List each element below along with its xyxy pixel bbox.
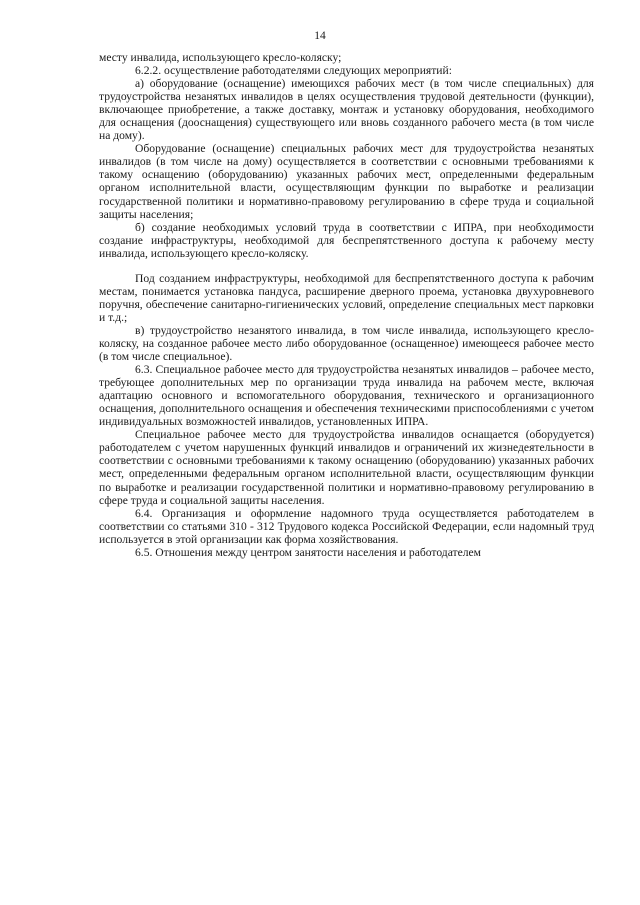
paragraph-6-3: 6.3. Специальное рабочее место для трудоустройства незанятых инвалидов – рабочее место, требующее дополнительных мер по организации труда инвалида на рабочем месте, включая адаптацию основного и вспомогательного оборудования, технического и организационного оснащения, дополнительного оснащения и обеспечения техническими приспособлениями с учетом индивидуальных возможностей инвалидов, установленных ИПРА. — [99, 363, 594, 429]
paragraph-equipment-requirements: Оборудование (оснащение) специальных рабочих мест для трудоустройства незанятых инвалидов (в том числе на дому) осуществляется в соответствии с основными требованиями к такому оснащению (оборудованию) указанных рабочих мест, определенными федеральным органом исполнительной власти, осуществляющим функции по выработке и реализации государственной политики и нормативно-правовому регулированию в сфере труда и социальной защиты населения; — [99, 142, 594, 221]
paragraph-6-5: 6.5. Отношения между центром занятости населения и работодателем — [135, 545, 482, 559]
paragraph-6-2-2: 6.2.2. осуществление работодателями следующих мероприятий: — [135, 64, 452, 78]
paragraph-infrastructure: Под созданием инфраструктуры, необходимой для беспрепятственного доступа к рабочим местам, понимается установка пандуса, расширение дверного проема, установка двухуровневого поручня, обеспечение санитарно-гигиенических условий, определение специальных мест парковки и т.д.; — [99, 271, 594, 324]
paragraph-6-4: 6.4. Организация и оформление надомного труда осуществляется работодателем в соответствии со статьями 310 - 312 Трудового кодекса Российской Федерации, если надомный труд используется в этой организации как форма хозяйствования. — [99, 506, 594, 546]
paragraph-item-b: б) создание необходимых условий труда в соответствии с ИПРА, при необходимости создание инфраструктуры, необходимой для беспрепятственного доступа к рабочему месту инвалида, использующего кресло-коляску. — [99, 220, 594, 260]
paragraph-item-a: а) оборудование (оснащение) имеющихся рабочих мест (в том числе специальных) для трудоустройства незанятых инвалидов в целях осуществления трудовой деятельности (функции), включающее приобретение, а также доставку, монтаж и установку оборудования, необходимого для оснащения (дооснащения) существующего или вновь созданного рабочего места (в том числе на дому). — [99, 77, 594, 143]
paragraph-item-v: в) трудоустройство незанятого инвалида, в том числе инвалида, использующего кресло-коляску, на созданное рабочее место либо оборудованное (оснащенное) имеющееся рабочее место (в том числе специальное). — [99, 323, 594, 364]
paragraph-special-workplace: Специальное рабочее место для трудоустройства инвалидов оснащается (оборудуется) работодателем с учетом нарушенных функций инвалидов и ограничений их жизнедеятельности в соответствии с основными требованиями к такому оснащению (оборудованию) указанных рабочих мест, определенными федеральным органом исполнительной власти, осуществляющим функции по выработке и реализации государственной политики и нормативно-правовому регулированию в сфере труда и социальной защиты населения. — [99, 428, 594, 507]
paragraph-continuation: месту инвалида, использующего кресло-коляску; — [99, 51, 342, 64]
document-body — [99, 51, 594, 559]
page-number: 14 — [314, 30, 326, 42]
